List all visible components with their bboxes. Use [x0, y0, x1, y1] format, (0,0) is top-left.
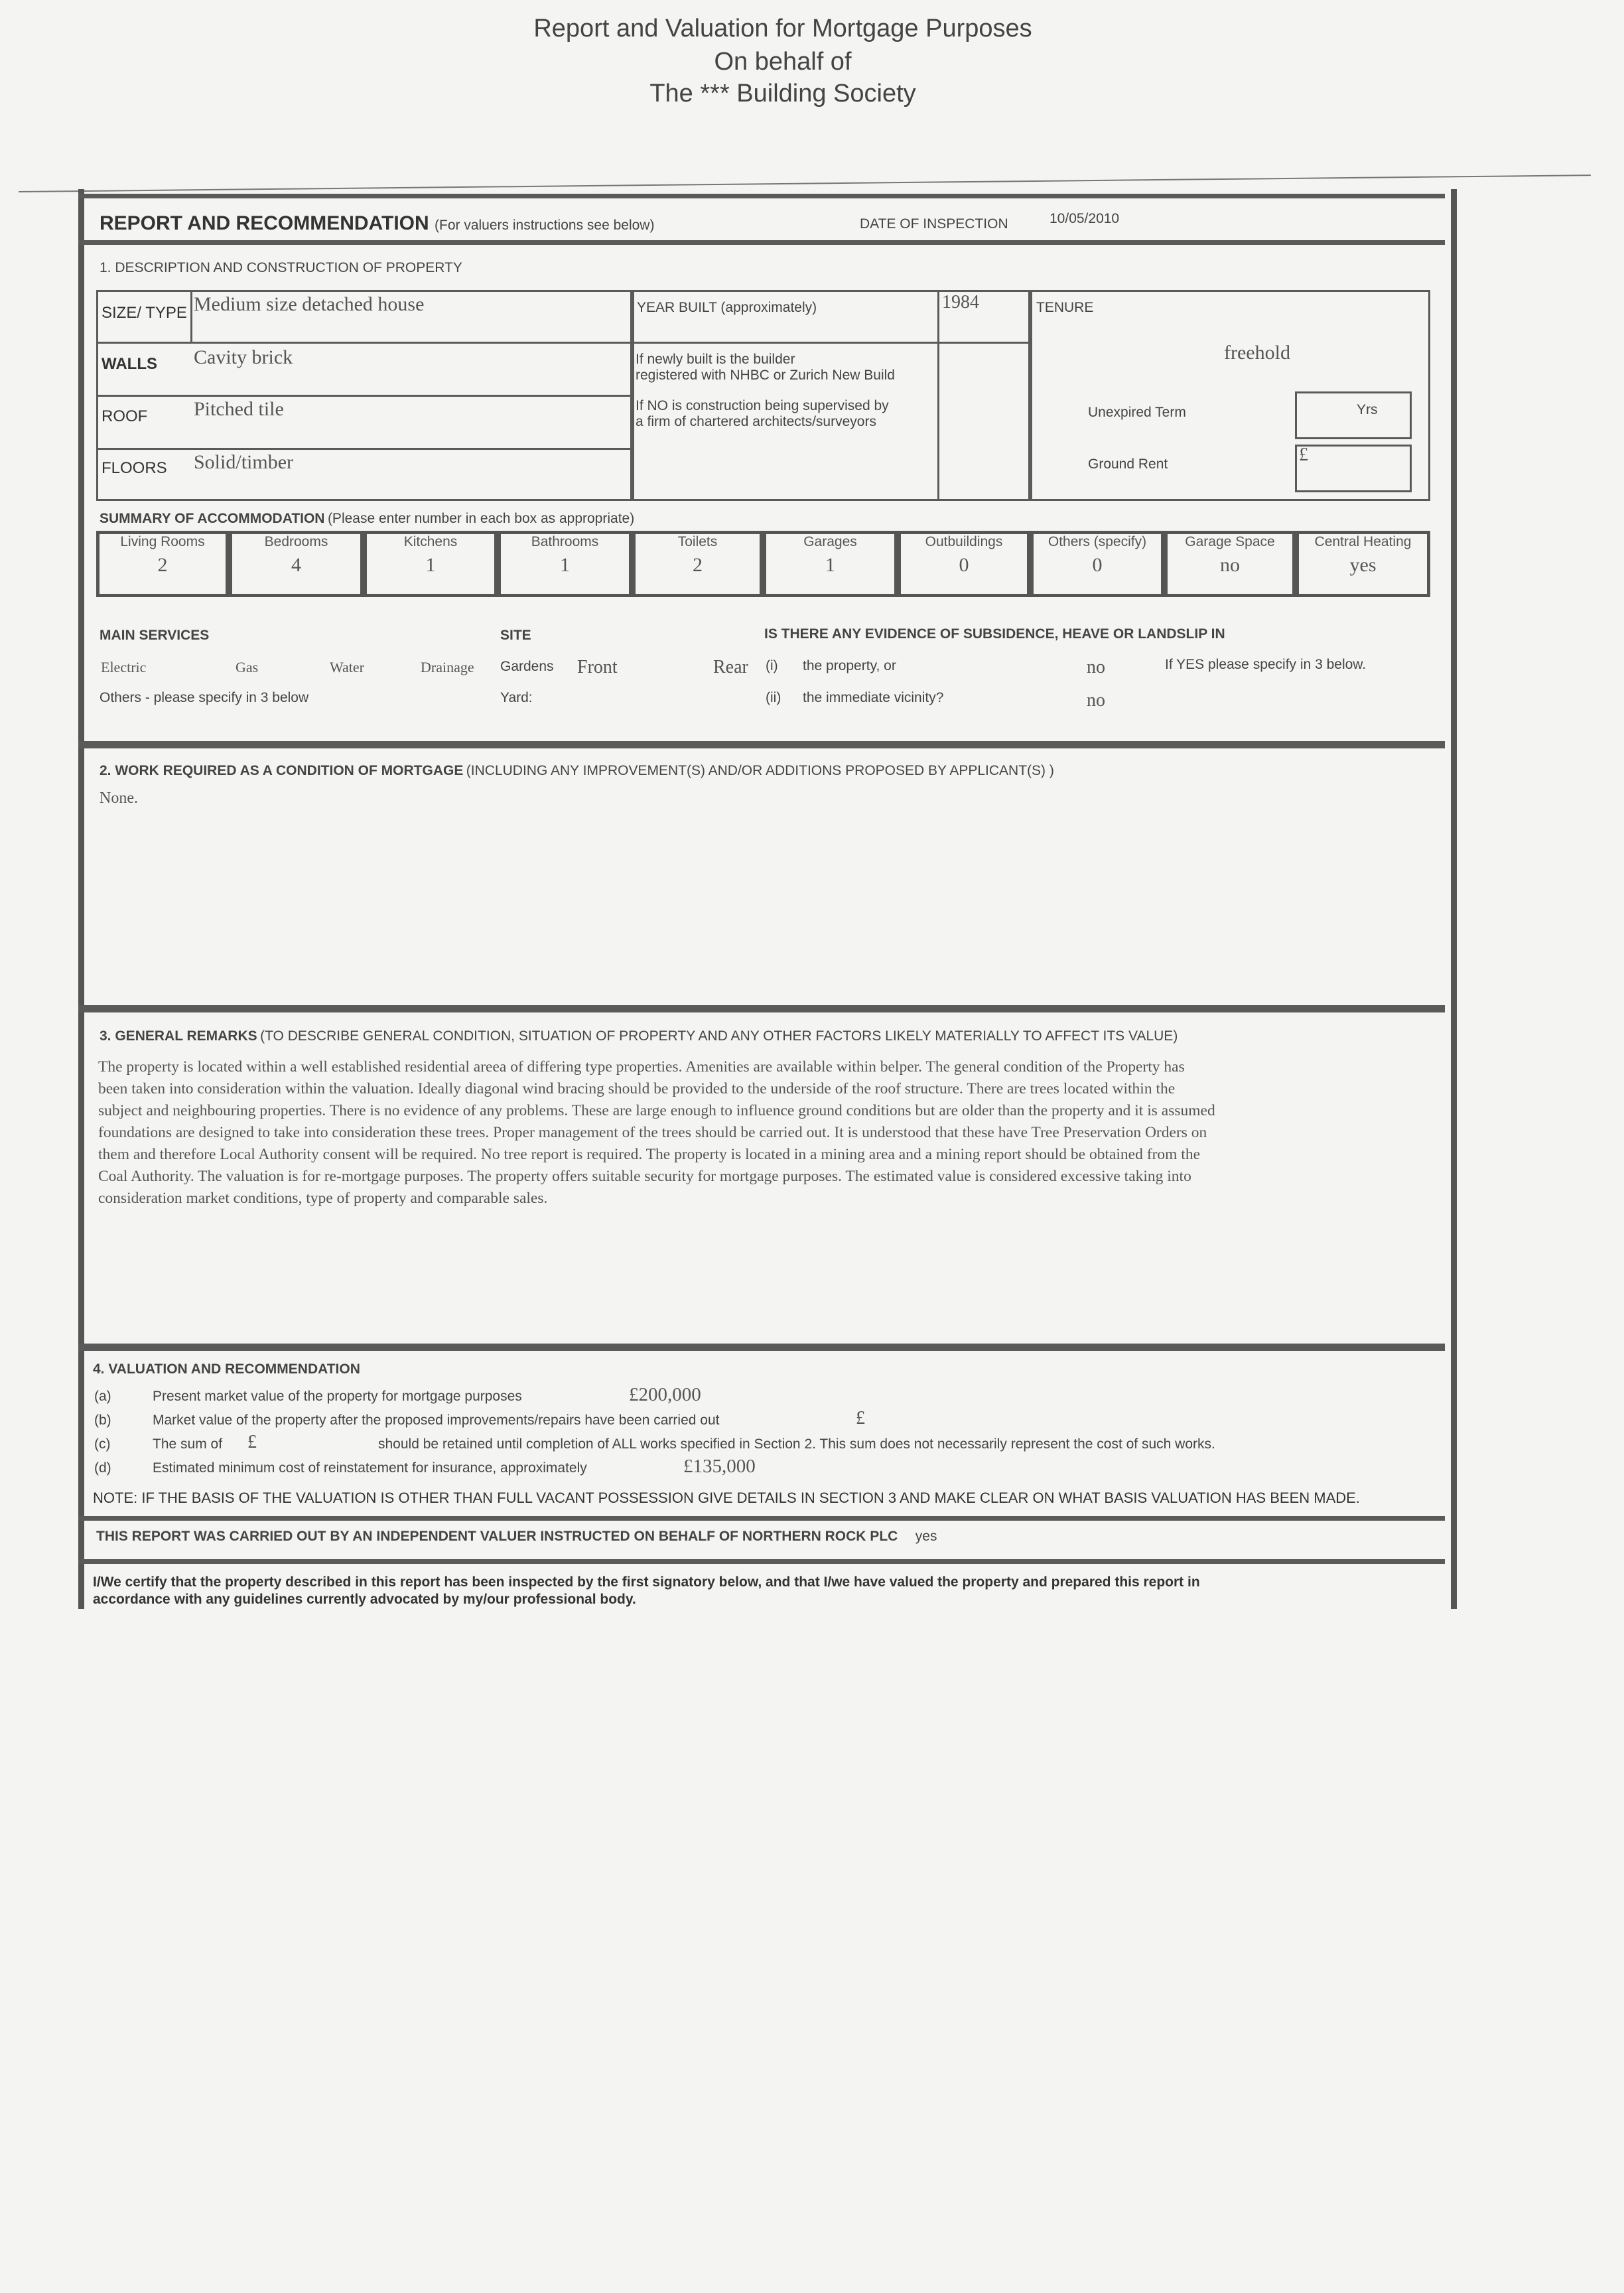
accommodation-cell — [1296, 531, 1430, 597]
remarks-line: Coal Authority. The valuation is for re-mortgage purposes. The property offers suitable security for mortgage purposes. The estimated value is considered excessive taking into — [98, 1168, 1191, 1185]
valuation-c-text2: should be retained until completion of ALL works specified in Section 2. This sum does not necessarily represent the cost of such works. — [378, 1436, 1215, 1452]
section3-heading: 3. GENERAL REMARKS — [100, 1028, 257, 1044]
floors-label: FLOORS — [102, 459, 167, 477]
accommodation-value: 2 — [157, 554, 168, 576]
accommodation-label: Others (specify) — [1048, 534, 1147, 549]
rule-certify — [78, 1559, 1445, 1564]
valuation-d-text: Estimated minimum cost of reinstatement for insurance, approximately — [153, 1460, 587, 1476]
services-others: Others - please specify in 3 below — [100, 690, 309, 705]
supervision-line1: If NO is construction being supervised by — [636, 398, 889, 413]
accommodation-value: yes — [1349, 554, 1377, 576]
unexpired-term-label: Unexpired Term — [1088, 405, 1186, 420]
rule-top — [78, 194, 1445, 198]
valuation-a-text: Present market value of the property for mortgage purposes — [153, 1389, 522, 1404]
roof-value: Pitched tile — [194, 398, 284, 420]
section2-text: None. — [100, 790, 138, 807]
accommodation-label: Living Rooms — [120, 534, 205, 549]
subsidence-q1-answer: no — [1087, 657, 1105, 677]
valuation-note: NOTE: IF THE BASIS OF THE VALUATION IS OTHER THAN FULL VACANT POSSESSION GIVE DETAILS IN SECTION 3 AND MAKE CLEAR ON WHAT BASIS VALUATION HAS BEEN MADE. — [93, 1490, 1360, 1506]
accommodation-label: Bedrooms — [264, 534, 328, 549]
accommodation-value: 2 — [693, 554, 703, 576]
valuation-b-value: £ — [856, 1408, 865, 1428]
accommodation-label: Outbuildings — [925, 534, 1003, 549]
roof-label: ROOF — [102, 407, 148, 425]
valuation-c-num: (c) — [94, 1436, 111, 1452]
report-title: REPORT AND RECOMMENDATION — [100, 212, 429, 234]
accommodation-label: Kitchens — [403, 534, 458, 549]
section4-heading: 4. VALUATION AND RECOMMENDATION — [93, 1361, 360, 1377]
service-gas: Gas — [236, 659, 259, 675]
valuation-a-value: £200,000 — [629, 1384, 701, 1405]
accommodation-value: 1 — [560, 554, 570, 576]
unexpired-term-unit: Yrs — [1357, 402, 1378, 417]
accommodation-cell — [364, 531, 498, 597]
accommodation-cell — [632, 531, 763, 597]
valuation-b-text: Market value of the property after the proposed improvements/repairs have been carried out — [153, 1413, 720, 1428]
subsidence-q2-answer: no — [1087, 690, 1105, 711]
subsidence-q1-num: (i) — [766, 658, 778, 673]
page-title-line1: Report and Valuation for Mortgage Purposes — [533, 15, 1032, 42]
date-inspection-label: DATE OF INSPECTION — [860, 216, 1008, 232]
nhbc-line2: registered with NHBC or Zurich New Build — [636, 368, 895, 383]
section2-heading-note: (INCLUDING ANY IMPROVEMENT(S) AND/OR ADDITIONS PROPOSED BY APPLICANT(S) ) — [466, 763, 1054, 778]
accommodation-value: 4 — [291, 554, 301, 576]
page-title-line2: On behalf of — [714, 48, 852, 76]
accommodation-value: 1 — [825, 554, 835, 576]
yard-label: Yard: — [500, 690, 533, 705]
remarks-line: been taken into consideration within the valuation. Ideally diagonal wind bracing should be provided to the underside of the roof structure. There are trees located within the — [98, 1080, 1176, 1097]
general-remarks — [98, 1056, 1438, 1210]
accommodation-cell — [1164, 531, 1296, 597]
year-built-box — [632, 290, 1030, 501]
subsidence-q1-text: the property, or — [803, 658, 896, 673]
valuation-b-num: (b) — [94, 1413, 111, 1428]
remarks-line: them and therefore Local Authority consent will be required. No tree report is required. The property is located in a mining area and a mining report should be obtained from the — [98, 1146, 1201, 1163]
accommodation-label: Garages — [803, 534, 857, 549]
valuation-d-value: £135,000 — [683, 1456, 756, 1477]
valuation-a-num: (a) — [94, 1389, 111, 1404]
supervision-line2: a firm of chartered architects/surveyors — [636, 414, 876, 429]
ground-rent-box — [1295, 445, 1412, 492]
walls-label: WALLS — [102, 355, 157, 373]
unexpired-term-box — [1295, 391, 1412, 439]
subsidence-q2-num: (ii) — [766, 690, 781, 705]
accommodation-cell — [96, 531, 229, 597]
accommodation-cell — [898, 531, 1030, 597]
valuation-d-num: (d) — [94, 1460, 111, 1476]
accommodation-value: 0 — [959, 554, 969, 576]
main-services-heading: MAIN SERVICES — [100, 628, 210, 643]
accommodation-cell — [1030, 531, 1164, 597]
section1-heading: 1. DESCRIPTION AND CONSTRUCTION OF PROPERTY — [100, 260, 462, 275]
accommodation-label: Central Heating — [1314, 534, 1412, 549]
service-electric: Electric — [101, 659, 147, 675]
if-yes-note: If YES please specify in 3 below. — [1165, 657, 1367, 672]
accommodation-note: (Please enter number in each box as appropriate) — [327, 511, 635, 526]
ground-rent-label: Ground Rent — [1088, 456, 1168, 472]
subsidence-q2-text: the immediate vicinity? — [803, 690, 944, 705]
tenure-value: freehold — [1224, 342, 1290, 364]
accommodation-label: Bathrooms — [531, 534, 599, 549]
ground-rent-symbol: £ — [1299, 445, 1308, 465]
independent-answer: yes — [915, 1529, 937, 1544]
certify-line2: accordance with any guidelines currently advocated by my/our professional body. — [93, 1592, 636, 1607]
valuation-c-value: £ — [247, 1432, 257, 1452]
tenure-label: TENURE — [1036, 300, 1094, 315]
gardens-front: Front — [577, 657, 618, 677]
accommodation-cell — [763, 531, 898, 597]
site-heading: SITE — [500, 628, 531, 643]
size-type-label: SIZE/ TYPE — [102, 304, 187, 322]
certify-line1: I/We certify that the property described in this report has been inspected by the first signatory below, and that I/we have valued the property and prepared this report in — [93, 1574, 1200, 1590]
remarks-line: foundations are designed to take into consideration these trees. Proper management of the trees should be carried out. It is understood that these have Tree Preservation Orders on — [98, 1124, 1207, 1141]
year-built-label: YEAR BUILT (approximately) — [637, 300, 817, 315]
size-type-value: Medium size detached house — [194, 293, 425, 315]
independent-text: THIS REPORT WAS CARRIED OUT BY AN INDEPENDENT VALUER INSTRUCTED ON BEHALF OF NORTHERN ROCK PLC — [96, 1529, 898, 1544]
accommodation-value: no — [1220, 554, 1240, 576]
rule-section4 — [78, 1344, 1445, 1351]
valuation-c-text1: The sum of — [153, 1436, 223, 1452]
accommodation-value: 0 — [1092, 554, 1103, 576]
accommodation-label: Toilets — [677, 534, 718, 549]
section3-heading-note: (TO DESCRIBE GENERAL CONDITION, SITUATION OF PROPERTY AND ANY OTHER FACTORS LIKELY MATERIALLY TO AFFECT ITS VALUE) — [260, 1028, 1178, 1044]
accommodation-cell — [498, 531, 632, 597]
floors-value: Solid/timber — [194, 451, 293, 473]
report-title-note: (For valuers instructions see below) — [435, 218, 655, 233]
year-built-value: 1984 — [942, 292, 979, 313]
rule-report — [78, 240, 1445, 245]
rule-section2 — [78, 741, 1445, 748]
section2-heading: 2. WORK REQUIRED AS A CONDITION OF MORTGAGE — [100, 763, 464, 778]
remarks-line: The property is located within a well established residential areea of differing type properties. Amenities are available within belper. The general condition of the Property has — [98, 1058, 1185, 1076]
accommodation-heading: SUMMARY OF ACCOMMODATION — [100, 511, 325, 526]
rule-independent — [78, 1516, 1445, 1521]
date-inspection-value: 10/05/2010 — [1049, 211, 1120, 226]
remarks-line: subject and neighbouring properties. There is no evidence of any problems. These are large enough to influence ground conditions but are older than the property and it is assumed — [98, 1102, 1215, 1119]
accommodation-label: Garage Space — [1185, 534, 1275, 549]
accommodation-value: 1 — [425, 554, 436, 576]
remarks-line: consideration market conditions, type of property and comparable sales. — [98, 1190, 548, 1207]
service-drainage: Drainage — [421, 659, 474, 675]
subsidence-heading: IS THERE ANY EVIDENCE OF SUBSIDENCE, HEAVE OR LANDSLIP IN — [764, 626, 1225, 642]
nhbc-line1: If newly built is the builder — [636, 352, 795, 367]
gardens-rear: Rear — [713, 657, 748, 677]
service-water: Water — [330, 659, 364, 675]
accommodation-cell — [229, 531, 364, 597]
walls-value: Cavity brick — [194, 346, 293, 368]
rule-section3 — [78, 1005, 1445, 1012]
gardens-label: Gardens — [500, 659, 554, 674]
page-title-line3: The *** Building Society — [649, 80, 916, 107]
